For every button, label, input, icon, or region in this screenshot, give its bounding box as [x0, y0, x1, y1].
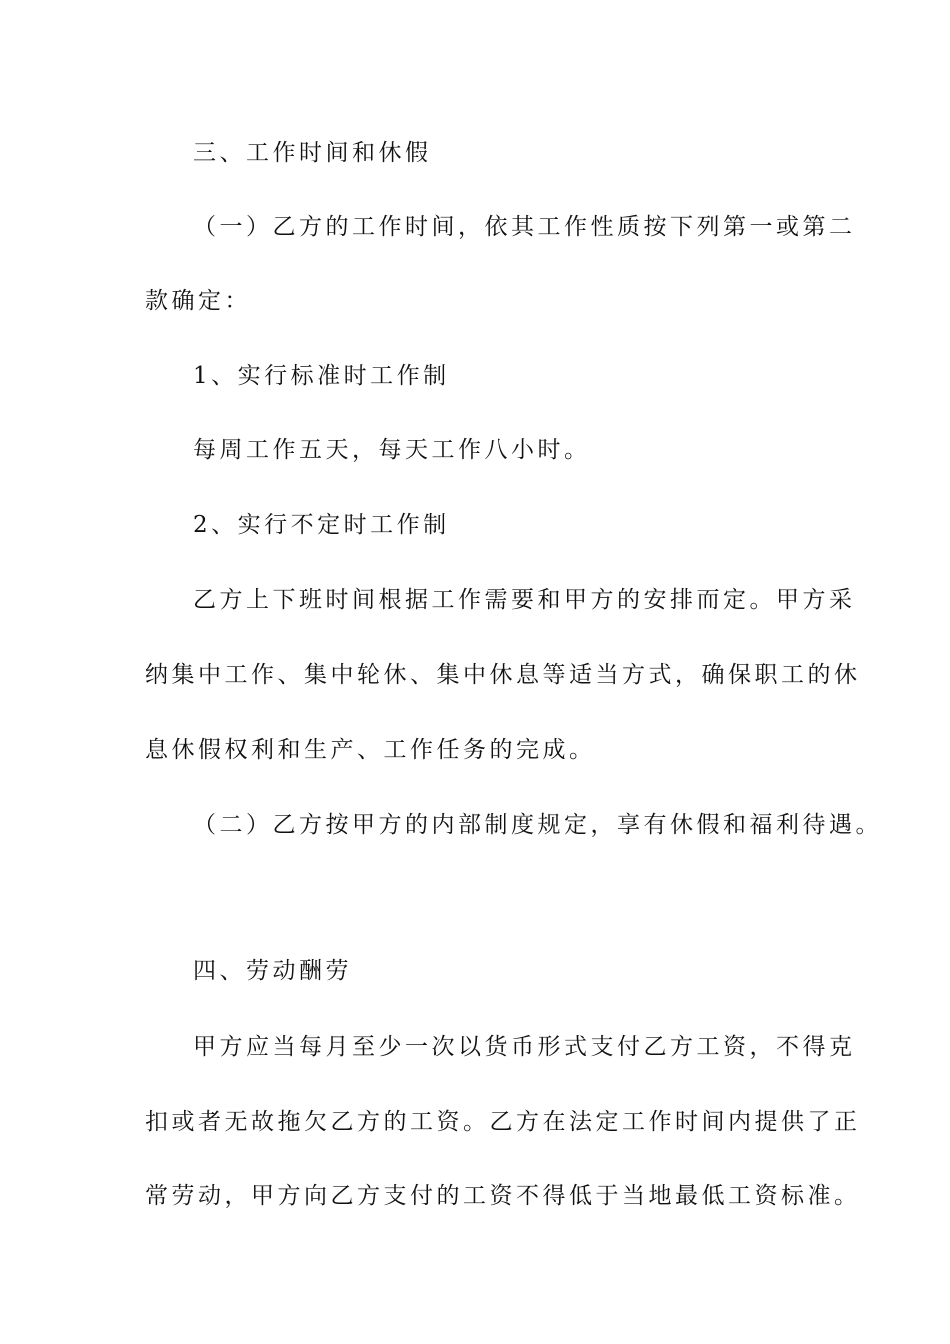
- paragraph-line: （一）乙方的工作时间，依其工作性质按下列第一或第二: [193, 214, 856, 240]
- paragraph-line: 常劳动，甲方向乙方支付的工资不得低于当地最低工资标准。: [145, 1183, 861, 1209]
- paragraph-line: 2、实行不定时工作制: [193, 512, 450, 538]
- paragraph-line: 款确定：: [145, 288, 251, 314]
- section-heading: 四、劳动酬劳: [193, 958, 352, 984]
- paragraph-line: 甲方应当每月至少一次以货币形式支付乙方工资，不得克: [193, 1034, 856, 1060]
- paragraph-line: 1、实行标准时工作制: [193, 363, 450, 389]
- paragraph-line: 息休假权利和生产、工作任务的完成。: [145, 737, 596, 763]
- paragraph-line: 纳集中工作、集中轮休、集中休息等适当方式，确保职工的休: [145, 662, 861, 688]
- section-heading: 三、工作时间和休假: [193, 140, 432, 166]
- paragraph-line: 扣或者无故拖欠乙方的工资。乙方在法定工作时间内提供了正: [145, 1109, 861, 1135]
- paragraph-line: 乙方上下班时间根据工作需要和甲方的安排而定。甲方采: [193, 587, 856, 613]
- paragraph-line: （二）乙方按甲方的内部制度规定，享有休假和福利待遇。: [193, 812, 882, 838]
- paragraph-line: 每周工作五天，每天工作八小时。: [193, 437, 591, 463]
